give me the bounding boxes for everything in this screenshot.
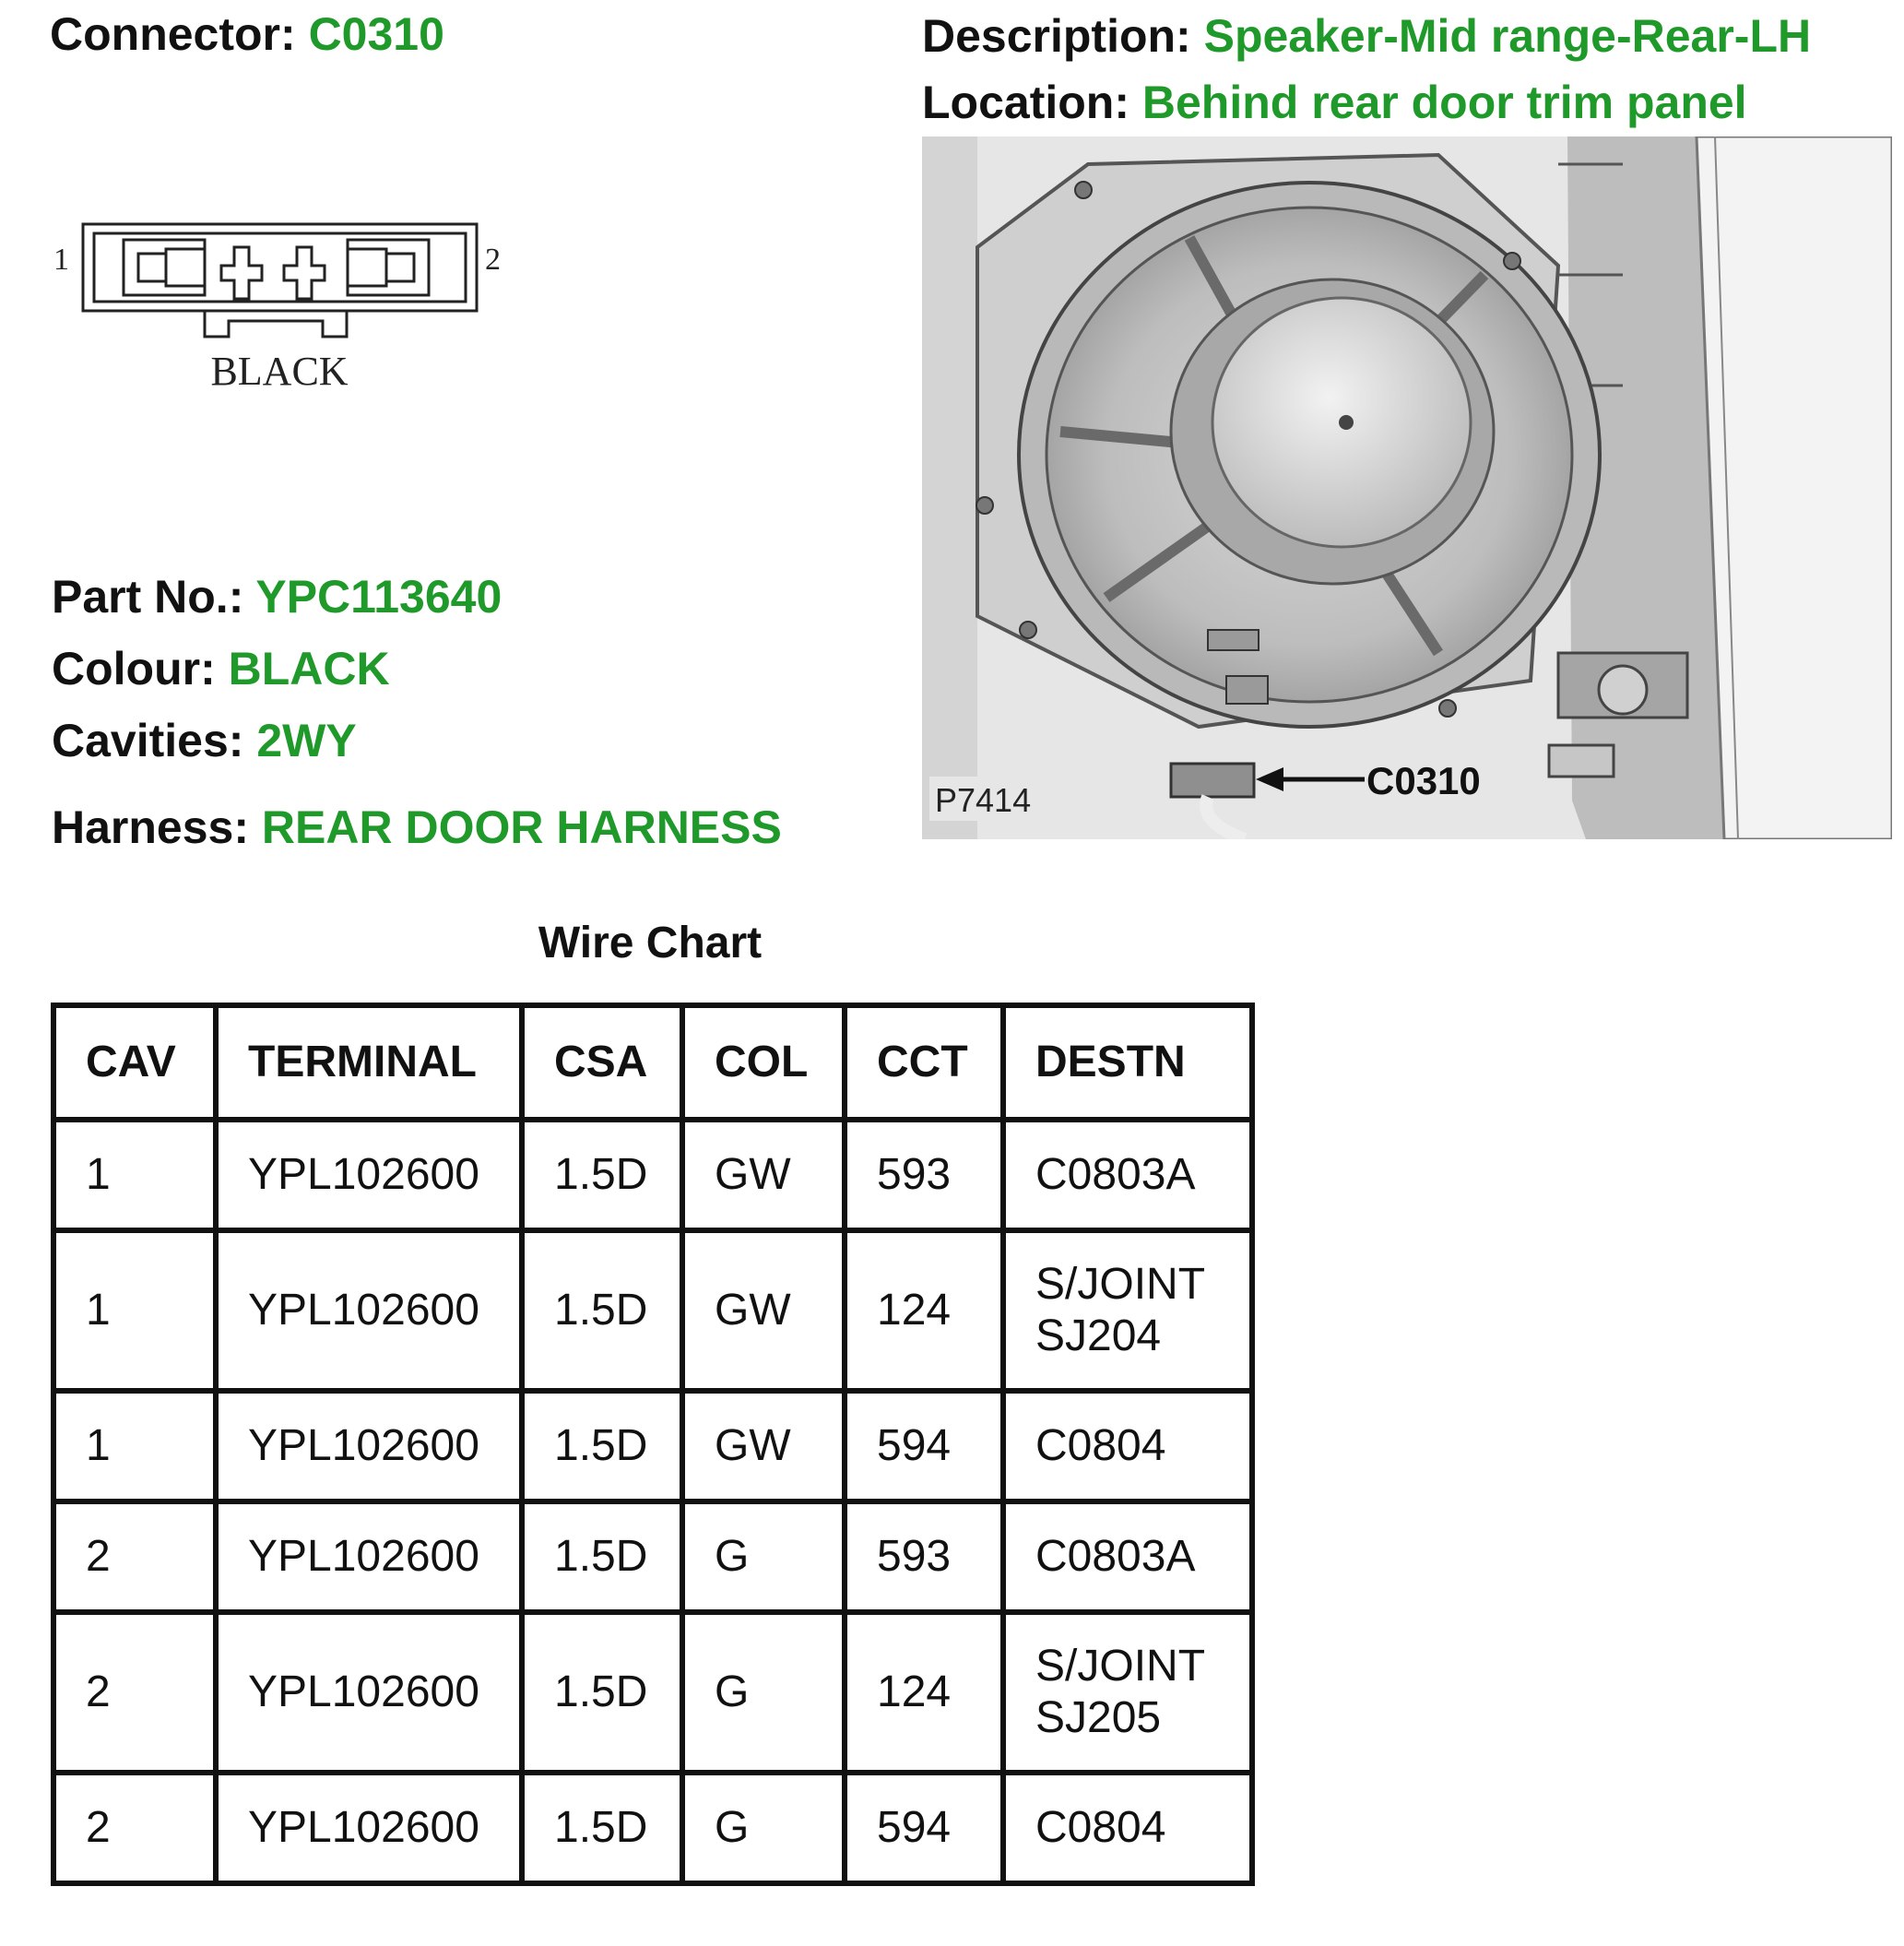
part-number-field: [52, 570, 502, 623]
header-cav: CAV: [53, 1005, 216, 1120]
cell-destn: [1003, 1391, 1252, 1501]
cell-terminal: YPL102600: [216, 1120, 522, 1230]
location-label: Location:: [922, 77, 1129, 128]
table-row: [53, 1230, 1252, 1391]
door-frame-left: [922, 136, 977, 839]
cell-csa: 1.5D: [522, 1501, 682, 1612]
cell-csa: 1.5D: [522, 1773, 682, 1883]
destn-line-1: S/JOINT: [1035, 1642, 1206, 1691]
connector-field: [50, 7, 444, 61]
diagram-colour-label: BLACK: [210, 349, 349, 394]
cell-col: G: [682, 1612, 845, 1773]
destn-line-1: C0803A: [1035, 1532, 1196, 1581]
destn-line-2: SJ205: [1035, 1693, 1162, 1742]
harness-value: REAR DOOR HARNESS: [261, 801, 782, 853]
header-terminal: TERMINAL: [216, 1005, 522, 1120]
connector-label: Connector:: [50, 8, 296, 60]
location-value: Behind rear door trim panel: [1141, 77, 1747, 128]
colour-label: Colour:: [52, 643, 216, 694]
cell-terminal: YPL102600: [216, 1773, 522, 1883]
table-row: [53, 1501, 1252, 1612]
wire-chart-table: [51, 1003, 1255, 1886]
cell-col: GW: [682, 1120, 845, 1230]
wire-chart-title: Wire Chart: [538, 919, 763, 967]
header-csa: CSA: [522, 1005, 682, 1120]
cell-destn: [1003, 1230, 1252, 1391]
description-value: Speaker-Mid range-Rear-LH: [1203, 10, 1812, 62]
destn-line-2: SJ204: [1035, 1311, 1162, 1360]
cell-col: G: [682, 1501, 845, 1612]
cell-terminal: YPL102600: [216, 1612, 522, 1773]
location-photo: [922, 136, 1892, 839]
cell-col: G: [682, 1773, 845, 1883]
part-number-value: YPC113640: [255, 571, 503, 623]
cell-csa: 1.5D: [522, 1230, 682, 1391]
destn-line-1: C0803A: [1035, 1150, 1196, 1199]
cell-destn: [1003, 1501, 1252, 1612]
cell-destn: [1003, 1773, 1252, 1883]
destn-line-1: C0804: [1035, 1421, 1166, 1470]
cell-cct: 594: [845, 1773, 1003, 1883]
cell-destn: [1003, 1120, 1252, 1230]
table-row: [53, 1612, 1252, 1773]
cell-cct: 593: [845, 1501, 1003, 1612]
cell-cct: 593: [845, 1120, 1003, 1230]
photo-callout-label: C0310: [1366, 759, 1481, 802]
speaker-center-hole: [1339, 415, 1354, 430]
center-key-left: [221, 247, 262, 299]
description-field: [922, 9, 1811, 63]
destn-line-1: S/JOINT: [1035, 1260, 1206, 1309]
cell-destn: [1003, 1612, 1252, 1773]
cell-col: GW: [682, 1230, 845, 1391]
connector-inner-shell: [94, 233, 466, 302]
photo-ref-label: P7414: [935, 781, 1032, 819]
connector-outer-shell: [83, 224, 477, 311]
cell-cav: 2: [53, 1773, 216, 1883]
cell-cct: 594: [845, 1391, 1003, 1501]
harness-field: [52, 801, 782, 854]
colour-field: [52, 642, 390, 695]
terminal-cavity-1: [124, 240, 205, 295]
terminal-cavity-2: [348, 240, 429, 295]
cell-terminal: YPL102600: [216, 1391, 522, 1501]
location-field: [922, 76, 1747, 129]
cell-terminal: YPL102600: [216, 1501, 522, 1612]
cell-terminal: YPL102600: [216, 1230, 522, 1391]
header-destn: DESTN: [1003, 1005, 1252, 1120]
table-row: [53, 1773, 1252, 1883]
cell-cav: 2: [53, 1612, 216, 1773]
part-number-label: Part No.:: [52, 571, 244, 623]
cell-cav: 2: [53, 1501, 216, 1612]
description-label: Description:: [922, 10, 1191, 62]
center-key-right: [284, 247, 325, 299]
connector-latch: [205, 311, 347, 337]
cell-cav: 1: [53, 1391, 216, 1501]
pin-label-2: 2: [485, 243, 501, 277]
cavities-field: [52, 714, 357, 767]
cell-csa: 1.5D: [522, 1612, 682, 1773]
connector-c0310-image: [1171, 764, 1254, 797]
harness-label: Harness:: [52, 801, 249, 853]
cavities-label: Cavities:: [52, 715, 244, 766]
table-row: [53, 1120, 1252, 1230]
header-cct: CCT: [845, 1005, 1003, 1120]
colour-value: BLACK: [228, 643, 390, 694]
cell-cct: 124: [845, 1612, 1003, 1773]
connector-value: C0310: [308, 8, 444, 60]
pin-label-1: 1: [53, 243, 69, 277]
cell-cav: 1: [53, 1120, 216, 1230]
cell-cav: 1: [53, 1230, 216, 1391]
cell-csa: 1.5D: [522, 1391, 682, 1501]
wire-chart-header-row: [53, 1005, 1252, 1120]
header-col: COL: [682, 1005, 845, 1120]
table-row: [53, 1391, 1252, 1501]
cell-cct: 124: [845, 1230, 1003, 1391]
connector-face-diagram: [46, 212, 526, 415]
destn-line-1: C0804: [1035, 1803, 1166, 1852]
cell-col: GW: [682, 1391, 845, 1501]
cavities-value: 2WY: [256, 715, 357, 766]
cell-csa: 1.5D: [522, 1120, 682, 1230]
